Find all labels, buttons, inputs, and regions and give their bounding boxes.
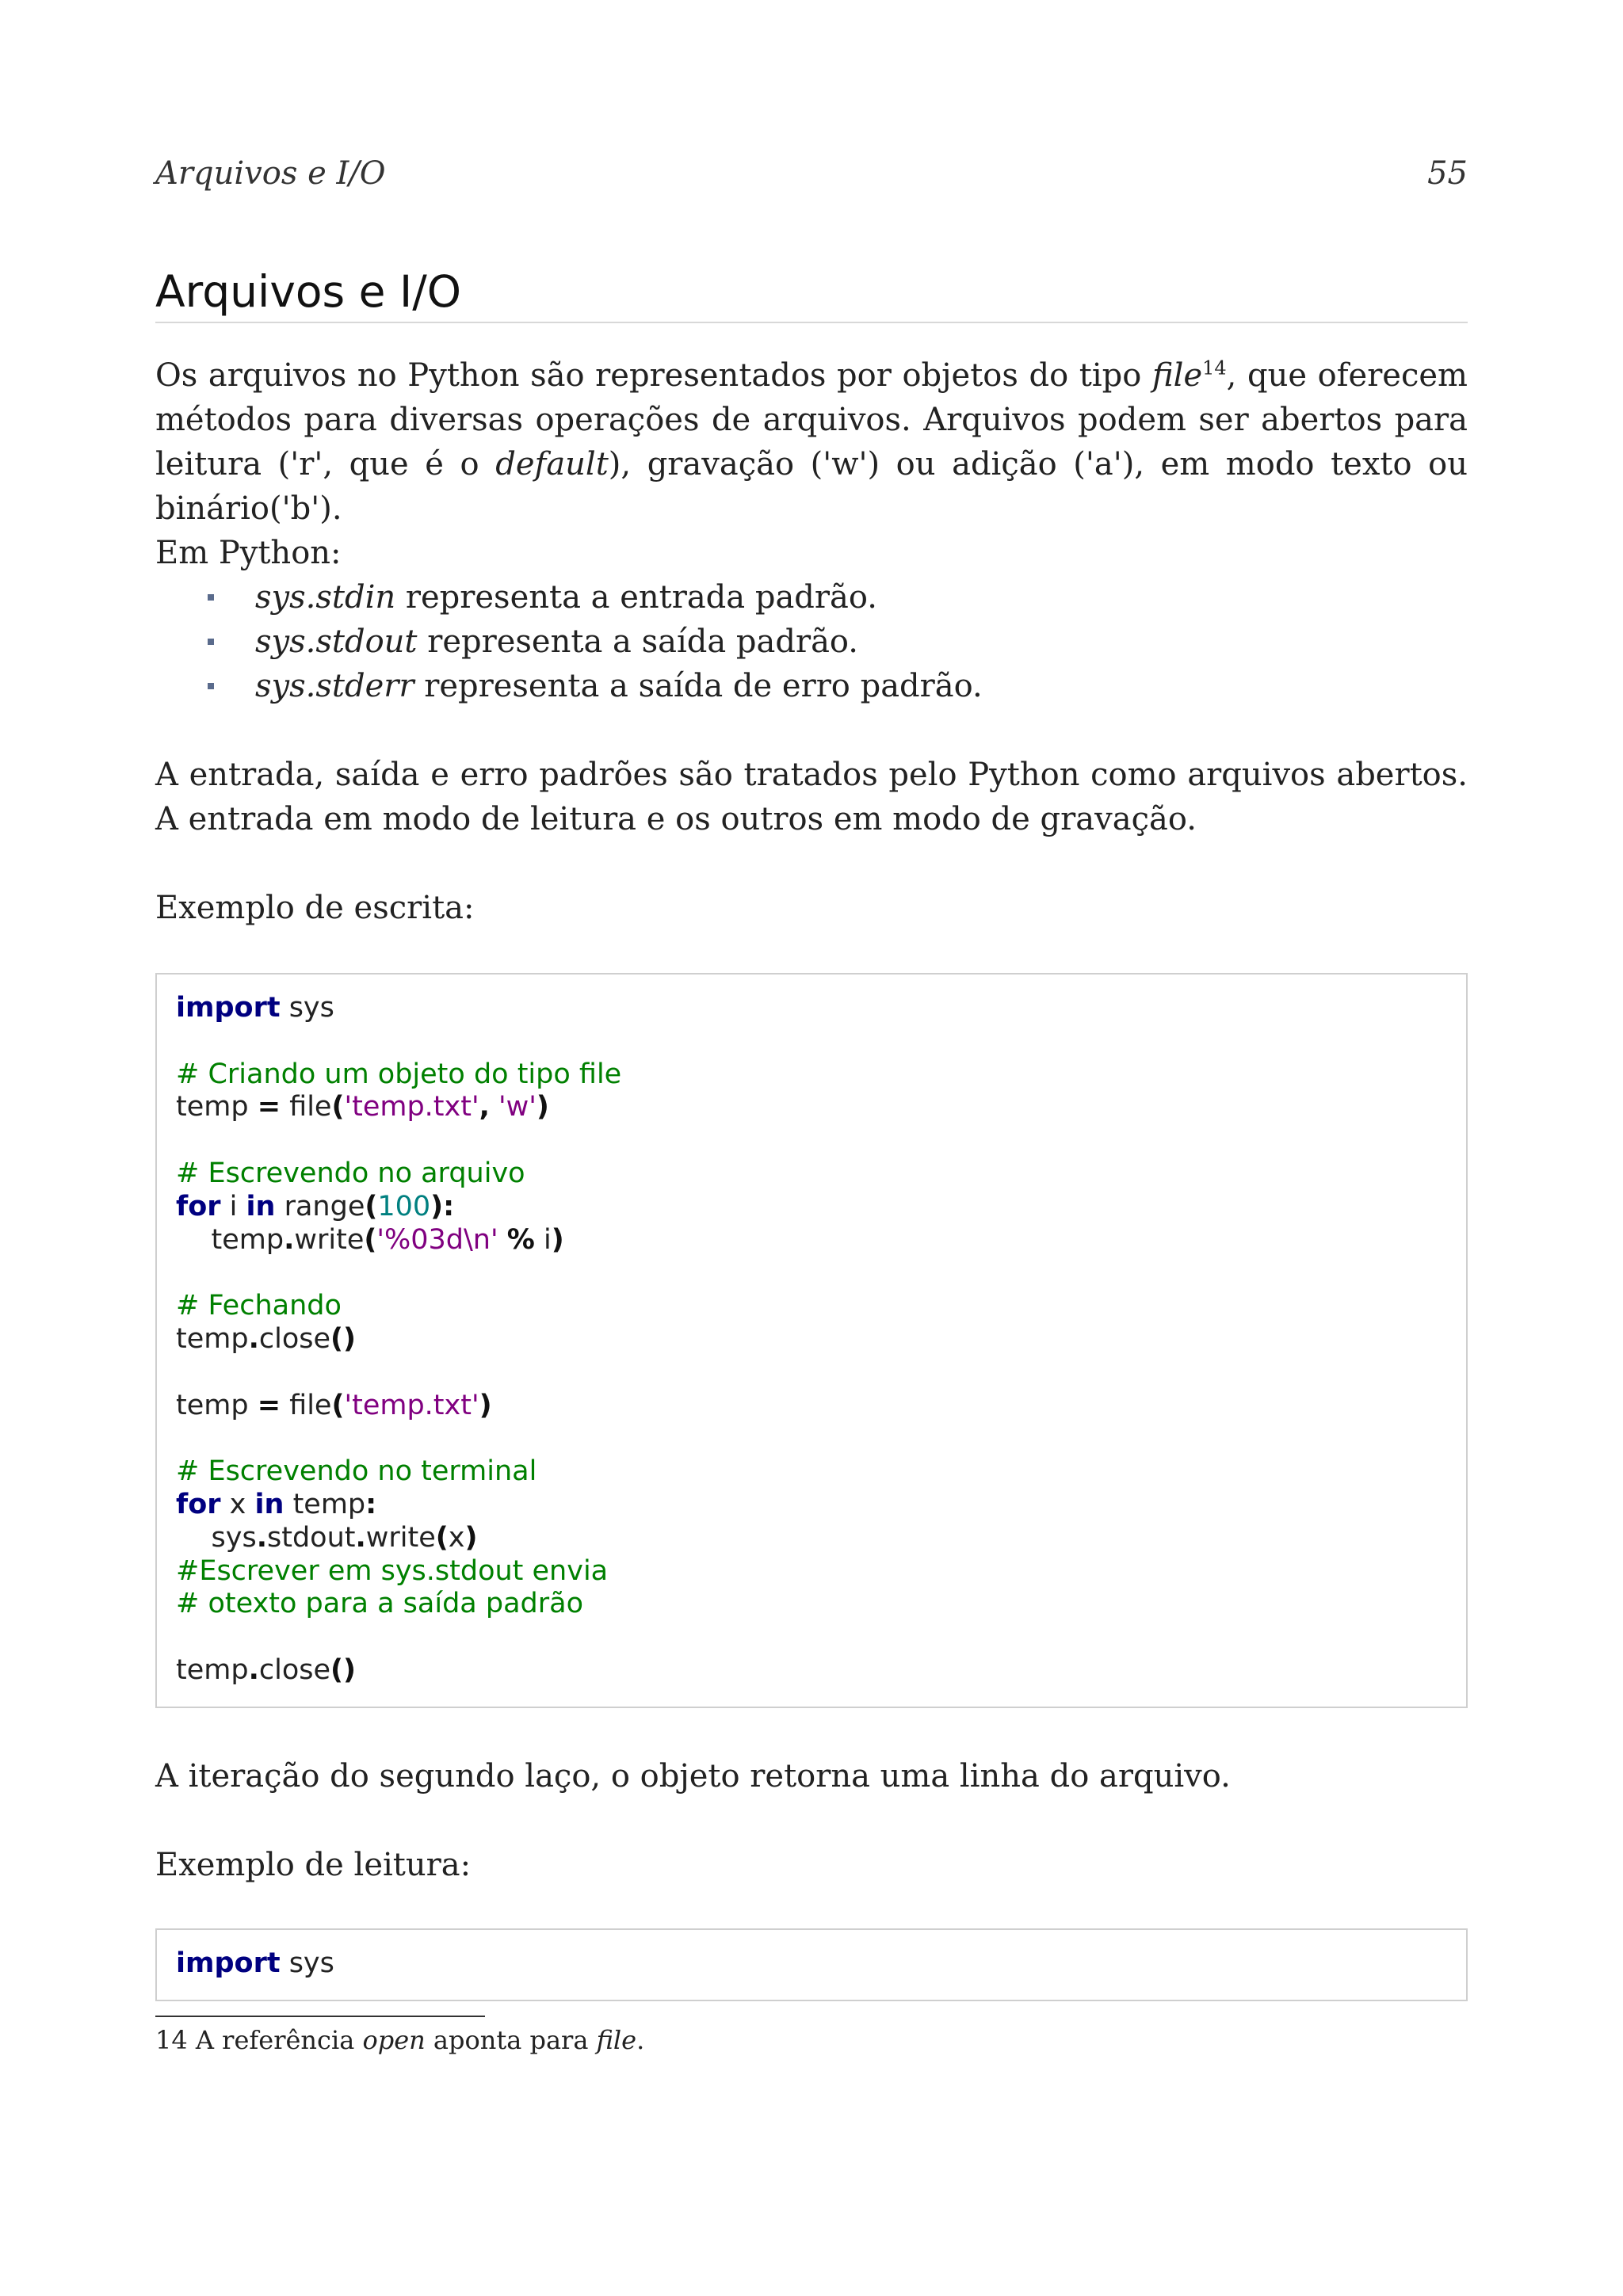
code-token: # otexto para a saída padrão	[176, 1588, 584, 1620]
code-line	[176, 1224, 1447, 1257]
code-token: )	[479, 1389, 492, 1421]
code-token: ,	[479, 1091, 490, 1123]
bullet-text: representa a entrada padrão.	[395, 579, 877, 616]
footnote-text-1: A referência	[187, 2025, 363, 2055]
code-token: in	[254, 1488, 285, 1520]
footnote	[155, 2025, 644, 2055]
code-token: '%03d\n'	[376, 1223, 498, 1256]
code-token: sys	[176, 1521, 257, 1554]
code-token: 'temp.txt'	[344, 1091, 479, 1123]
bullet-term: sys.stdin	[255, 579, 396, 616]
code-token: temp	[176, 1389, 258, 1421]
code-token: :	[365, 1488, 377, 1520]
code-token: temp	[176, 1322, 249, 1355]
bullet-item	[208, 620, 1468, 664]
page-number: 55	[1427, 155, 1468, 192]
code-token: x	[448, 1521, 465, 1554]
code-token: ):	[430, 1190, 455, 1222]
footnote-text-3: .	[636, 2025, 645, 2055]
code-token	[498, 1224, 507, 1256]
footnote-ref[interactable]: 14	[1202, 357, 1227, 379]
code-token: =	[257, 1091, 281, 1123]
code-line	[176, 1356, 1447, 1390]
code-token: #Escrever em sys.stdout envia	[176, 1554, 609, 1587]
std-text: A entrada, saída e erro padrões são tratados pelo Python como arquivos abertos. A entrada em modo de leitura e os outros em modo de gravação.	[155, 757, 1468, 837]
bullet-item	[208, 575, 1468, 620]
std-paragraph	[155, 753, 1468, 841]
code-token: (	[331, 1389, 345, 1421]
code-token: close	[258, 1322, 331, 1355]
code-token: in	[246, 1190, 276, 1222]
code-token: sys	[280, 1947, 334, 1979]
code-line	[176, 1654, 1447, 1688]
code-token: # Criando um objeto do tipo file	[176, 1058, 622, 1090]
code-line	[176, 1058, 1447, 1092]
bullet-term: sys.stderr	[255, 668, 414, 704]
code-token: i	[220, 1190, 246, 1222]
code-token: i	[534, 1223, 552, 1256]
code-line	[176, 1422, 1447, 1455]
code-token: .	[256, 1521, 267, 1554]
bullet-term: sys.stdout	[255, 624, 418, 660]
intro-text-1: Os arquivos no Python são representados por objetos do tipo	[155, 357, 1152, 394]
code-token: (	[365, 1190, 378, 1222]
read-example-text: Exemplo de leitura:	[155, 1847, 472, 1883]
code-token: 'temp.txt'	[344, 1389, 479, 1421]
bullet-item	[208, 664, 1468, 708]
bullet-marker	[208, 639, 214, 645]
intro-paragraph	[155, 353, 1468, 531]
intro-text-3: ), gravação ('w') ou adição ('a'), em modo texto ou binário('b').	[155, 446, 1468, 527]
code-line	[176, 1124, 1447, 1158]
footnote-text-2: aponta para	[425, 2025, 597, 2055]
code-token: x	[220, 1488, 255, 1520]
code-token: import	[176, 1947, 281, 1979]
code-token: file	[281, 1389, 332, 1421]
code-line	[176, 1455, 1447, 1489]
code-token: stdout	[266, 1521, 356, 1554]
bullet-marker	[208, 594, 214, 601]
code-token: range	[275, 1190, 365, 1222]
code-token: close	[258, 1653, 331, 1686]
default-term: default	[495, 446, 609, 482]
code-line	[176, 1290, 1447, 1323]
code-token: 'w'	[498, 1091, 537, 1123]
footnote-file-term: file	[596, 2025, 637, 2055]
iteration-text: A iteração do segundo laço, o objeto retorna uma linha do arquivo.	[155, 1758, 1231, 1794]
code-token: temp	[176, 1091, 258, 1123]
code-token: )	[536, 1091, 549, 1123]
bullet-text: representa a saída padrão.	[417, 624, 859, 660]
code-token: sys	[280, 992, 334, 1024]
code-block-write	[155, 973, 1468, 1708]
code-token: .	[248, 1653, 259, 1686]
em-python-block	[155, 531, 1468, 708]
em-python-label: Em Python:	[155, 535, 342, 571]
code-token: for	[176, 1488, 221, 1520]
code-token: file	[281, 1091, 332, 1123]
footnote-number: 14	[155, 2025, 188, 2055]
code-token: for	[176, 1190, 221, 1222]
code-line	[176, 1025, 1447, 1058]
code-token: import	[176, 992, 281, 1024]
code-line	[176, 992, 1447, 1025]
code-token: ()	[330, 1653, 357, 1686]
code-token: 100	[377, 1190, 431, 1222]
code-line	[176, 1588, 1447, 1621]
section-title: Arquivos e I/O	[155, 266, 1468, 323]
bullet-text: representa a saída de erro padrão.	[414, 668, 983, 704]
code-line	[176, 1489, 1447, 1522]
code-token: write	[365, 1521, 436, 1554]
code-token: )	[464, 1521, 478, 1554]
code-token: # Fechando	[176, 1290, 342, 1322]
code-line	[176, 1191, 1447, 1224]
write-example-label	[155, 886, 1468, 930]
code-line	[176, 1522, 1447, 1555]
code-token: ()	[330, 1322, 357, 1355]
code-line	[176, 1257, 1447, 1290]
bullet-marker	[208, 683, 214, 689]
code-token: .	[248, 1322, 259, 1355]
code-token: (	[435, 1521, 449, 1554]
code-token: write	[294, 1223, 365, 1256]
open-term: open	[362, 2025, 426, 2055]
code-token: %	[506, 1223, 535, 1256]
code-line	[176, 1947, 1447, 1981]
footnote-rule	[155, 2016, 485, 2017]
code-token: )	[551, 1223, 564, 1256]
running-title: Arquivos e I/O	[155, 155, 386, 192]
code-token: temp	[176, 1223, 285, 1256]
code-token: .	[284, 1223, 295, 1256]
code-token: (	[331, 1091, 345, 1123]
code-token: .	[355, 1521, 366, 1554]
code-line	[176, 1091, 1447, 1124]
code-token: # Escrevendo no arquivo	[176, 1157, 525, 1189]
iteration-paragraph	[155, 1754, 1468, 1798]
code-line	[176, 1323, 1447, 1356]
bullet-list	[155, 575, 1468, 708]
intro-text-2: , que oferecem métodos para diversas operações de arquivos. Arquivos podem ser abertos para leitura ('r', que é o	[155, 357, 1468, 482]
code-line	[176, 1621, 1447, 1654]
write-example-text: Exemplo de escrita:	[155, 890, 475, 926]
code-token: (	[364, 1223, 377, 1256]
running-header	[155, 155, 1468, 192]
code-token: # Escrevendo no terminal	[176, 1455, 537, 1488]
code-token: =	[257, 1389, 281, 1421]
code-token: temp	[284, 1488, 366, 1520]
code-line	[176, 1555, 1447, 1589]
read-example-label	[155, 1843, 1468, 1887]
code-line	[176, 1390, 1447, 1423]
code-token	[490, 1091, 498, 1123]
code-token: temp	[176, 1653, 249, 1686]
code-block-read	[155, 1928, 1468, 2001]
code-line	[176, 1158, 1447, 1191]
file-term: file	[1151, 357, 1203, 394]
